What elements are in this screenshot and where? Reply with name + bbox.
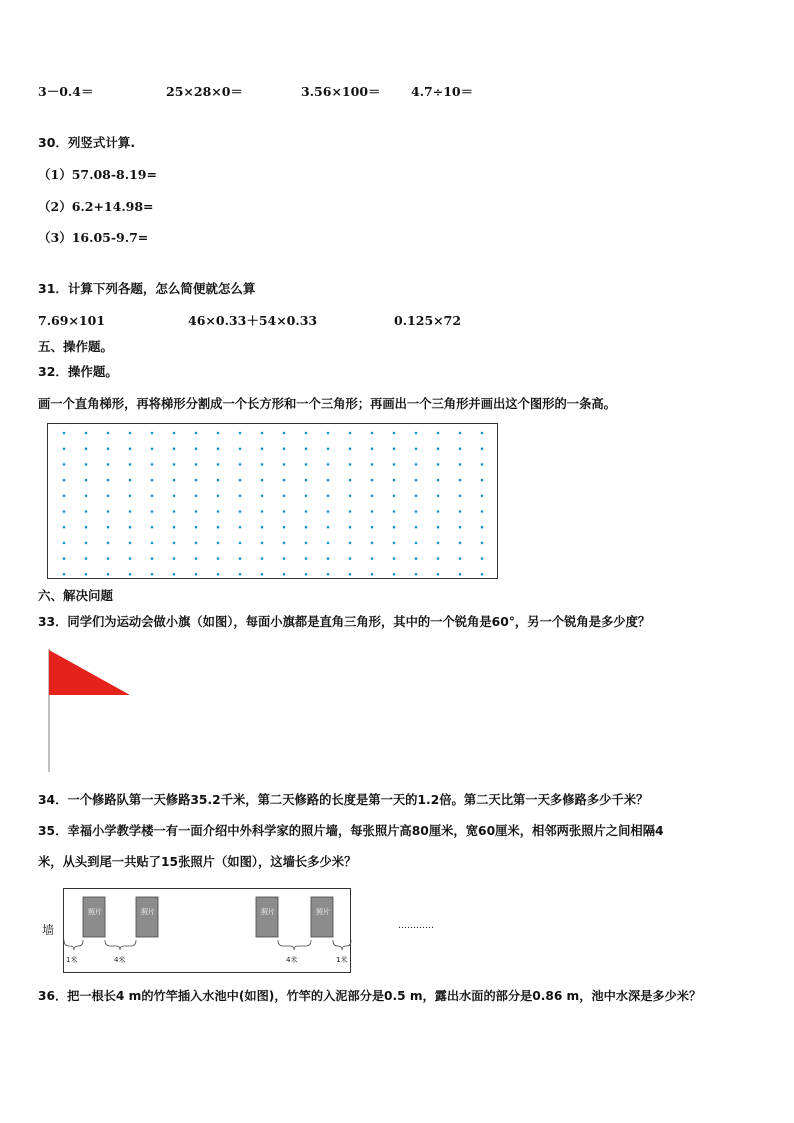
grid-dot <box>107 432 110 435</box>
grid-dot <box>151 526 154 529</box>
dot-grid-figure <box>47 423 499 580</box>
grid-dot <box>195 479 198 482</box>
grid-dot <box>349 495 352 498</box>
grid-dot <box>283 573 286 576</box>
grid-dot <box>261 447 264 450</box>
grid-dot <box>437 510 440 513</box>
section-6-heading: 六、解决问题 <box>38 588 114 603</box>
grid-dot <box>107 495 110 498</box>
q31-title: 31．计算下列各题，怎么简便就怎么算 <box>38 281 256 296</box>
grid-dot <box>63 479 66 482</box>
grid-dot <box>85 557 88 560</box>
grid-dot <box>327 432 330 435</box>
grid-dot <box>195 447 198 450</box>
gap-4m-right-label: 4米 <box>286 956 298 964</box>
grid-dot <box>107 526 110 529</box>
grid-dot <box>459 526 462 529</box>
grid-dot <box>107 510 110 513</box>
grid-dot <box>371 557 374 560</box>
grid-dot <box>305 557 308 560</box>
grid-dot <box>261 432 264 435</box>
grid-dot <box>437 557 440 560</box>
grid-dot <box>327 479 330 482</box>
grid-dot <box>129 463 132 466</box>
grid-dot <box>459 432 462 435</box>
grid-dot <box>437 447 440 450</box>
grid-dot <box>85 495 88 498</box>
q30-item-3: （3）16.05-9.7= <box>38 230 149 245</box>
grid-dot <box>393 447 396 450</box>
q31-item-2: 46×0.33＋54×0.33 <box>188 313 318 328</box>
grid-dot <box>239 510 242 513</box>
brace-4m-right <box>278 940 311 950</box>
grid-dot <box>327 542 330 545</box>
grid-dot <box>371 526 374 529</box>
grid-dot <box>195 463 198 466</box>
grid-dot <box>459 463 462 466</box>
grid-dot <box>327 495 330 498</box>
grid-dot <box>349 557 352 560</box>
grid-dot <box>239 479 242 482</box>
grid-dot <box>349 432 352 435</box>
calc-item-2: 25×28×0＝ <box>166 84 243 99</box>
dot-grid-border <box>48 424 498 579</box>
grid-dot <box>261 463 264 466</box>
grid-dot <box>129 495 132 498</box>
photo-2-label: 照片 <box>141 908 155 916</box>
grid-dot <box>151 463 154 466</box>
photo-3-label: 照片 <box>261 908 275 916</box>
grid-dot <box>415 526 418 529</box>
grid-dot <box>305 447 308 450</box>
gap-1m-right-label: 1米 <box>336 956 348 964</box>
grid-dot <box>239 557 242 560</box>
grid-dot <box>63 573 66 576</box>
grid-dot <box>349 573 352 576</box>
grid-dot <box>393 479 396 482</box>
grid-dot <box>63 495 66 498</box>
grid-dot <box>107 447 110 450</box>
grid-dot <box>129 542 132 545</box>
grid-dot <box>63 447 66 450</box>
grid-dot <box>217 432 220 435</box>
grid-dot <box>217 463 220 466</box>
q31-item-3: 0.125×72 <box>394 313 462 328</box>
brace-4m-left <box>105 940 136 950</box>
grid-dot <box>85 526 88 529</box>
grid-dot <box>327 510 330 513</box>
q33-text: 33．同学们为运动会做小旗（如图），每面小旗都是直角三角形，其中的一个锐角是60°，另一个锐角是多少度？ <box>38 615 651 629</box>
grid-dot <box>283 526 286 529</box>
gap-4m-left-label: 4米 <box>114 956 126 964</box>
grid-dot <box>437 479 440 482</box>
grid-dot <box>305 432 308 435</box>
grid-dot <box>481 573 484 576</box>
grid-dot <box>393 573 396 576</box>
grid-dot <box>217 557 220 560</box>
grid-dot <box>459 495 462 498</box>
grid-dot <box>371 447 374 450</box>
grid-dot <box>283 542 286 545</box>
calc-item-4: 4.7÷10＝ <box>411 84 474 99</box>
grid-dot <box>349 510 352 513</box>
grid-dot <box>173 479 176 482</box>
grid-dot <box>107 573 110 576</box>
grid-dot <box>85 542 88 545</box>
grid-dot <box>195 573 198 576</box>
q30-item-1: （1）57.08-8.19= <box>38 167 157 182</box>
grid-dot <box>305 495 308 498</box>
grid-dot <box>85 463 88 466</box>
grid-dot <box>481 495 484 498</box>
grid-dot <box>481 542 484 545</box>
grid-dot <box>393 432 396 435</box>
grid-dot <box>217 479 220 482</box>
grid-dot <box>195 495 198 498</box>
grid-dot <box>239 447 242 450</box>
grid-dot <box>459 479 462 482</box>
grid-dot <box>305 510 308 513</box>
photo-4 <box>311 897 333 937</box>
grid-dot <box>173 463 176 466</box>
grid-dot <box>371 510 374 513</box>
grid-dot <box>283 479 286 482</box>
grid-dot <box>393 510 396 513</box>
grid-dot <box>481 447 484 450</box>
grid-dot <box>63 510 66 513</box>
grid-dot <box>217 542 220 545</box>
q36-text: 36．把一根长4 m的竹竿插入水池中(如图)，竹竿的入泥部分是0.5 m，露出水面的部分是0.86 m，池中水深是多少米？ <box>38 989 702 1003</box>
grid-dot <box>349 479 352 482</box>
grid-dot <box>85 573 88 576</box>
dot-grid-dots <box>63 432 484 576</box>
grid-dot <box>481 526 484 529</box>
grid-dot <box>393 526 396 529</box>
grid-dot <box>371 432 374 435</box>
grid-dot <box>129 573 132 576</box>
section-5-heading: 五、操作题。 <box>38 339 114 354</box>
grid-dot <box>239 526 242 529</box>
photo-2 <box>136 897 158 937</box>
grid-dot <box>217 495 220 498</box>
grid-dot <box>151 510 154 513</box>
grid-dot <box>327 573 330 576</box>
grid-dot <box>327 447 330 450</box>
grid-dot <box>239 542 242 545</box>
grid-dot <box>415 542 418 545</box>
grid-dot <box>195 510 198 513</box>
grid-dot <box>481 510 484 513</box>
grid-dot <box>85 447 88 450</box>
grid-dot <box>107 463 110 466</box>
grid-dot <box>393 557 396 560</box>
flag-triangle <box>49 650 130 695</box>
photo-3 <box>256 897 278 937</box>
grid-dot <box>481 463 484 466</box>
grid-dot <box>107 479 110 482</box>
grid-dot <box>415 510 418 513</box>
photo-4-label: 照片 <box>316 908 330 916</box>
photo-1-label: 照片 <box>88 908 102 916</box>
q31-item-1: 7.69×101 <box>38 313 106 328</box>
grid-dot <box>85 510 88 513</box>
grid-dot <box>129 447 132 450</box>
grid-dot <box>437 542 440 545</box>
grid-dot <box>437 526 440 529</box>
grid-dot <box>217 510 220 513</box>
grid-dot <box>129 432 132 435</box>
grid-dot <box>437 573 440 576</box>
grid-dot <box>415 447 418 450</box>
grid-dot <box>371 495 374 498</box>
grid-dot <box>393 495 396 498</box>
grid-dot <box>63 542 66 545</box>
grid-dot <box>371 479 374 482</box>
grid-dot <box>129 526 132 529</box>
q34-text: 34．一个修路队第一天修路35.2千米，第二天修路的长度是第一天的1.2倍。第二天比第一天多修路多少千米？ <box>38 793 649 807</box>
grid-dot <box>283 447 286 450</box>
grid-dot <box>415 463 418 466</box>
grid-dot <box>305 479 308 482</box>
grid-dot <box>283 495 286 498</box>
grid-dot <box>217 447 220 450</box>
grid-dot <box>195 432 198 435</box>
grid-dot <box>305 526 308 529</box>
grid-dot <box>283 463 286 466</box>
grid-dot <box>239 463 242 466</box>
grid-dot <box>459 510 462 513</box>
photo-wall-figure <box>40 884 370 978</box>
grid-dot <box>349 447 352 450</box>
grid-dot <box>217 573 220 576</box>
grid-dot <box>261 510 264 513</box>
calc-item-3: 3.56×100＝ <box>301 84 381 99</box>
grid-dot <box>393 542 396 545</box>
grid-dot <box>217 526 220 529</box>
grid-dot <box>349 526 352 529</box>
grid-dot <box>151 447 154 450</box>
grid-dot <box>371 463 374 466</box>
grid-dot <box>239 495 242 498</box>
grid-dot <box>415 479 418 482</box>
grid-dot <box>393 463 396 466</box>
grid-dot <box>63 432 66 435</box>
grid-dot <box>261 557 264 560</box>
grid-dot <box>239 573 242 576</box>
grid-dot <box>283 432 286 435</box>
q30-title: 30．列竖式计算. <box>38 135 136 150</box>
grid-dot <box>173 495 176 498</box>
grid-dot <box>151 495 154 498</box>
grid-dot <box>173 432 176 435</box>
grid-dot <box>283 557 286 560</box>
grid-dot <box>151 573 154 576</box>
grid-dot <box>415 432 418 435</box>
grid-dot <box>261 573 264 576</box>
grid-dot <box>481 432 484 435</box>
q35-text-line-1: 35．幸福小学教学楼一有一面介绍中外科学家的照片墙，每张照片高80厘米，宽60厘米，相邻两张照片之间相隔4 <box>38 824 664 838</box>
grid-dot <box>151 557 154 560</box>
grid-dot <box>459 573 462 576</box>
grid-dot <box>371 542 374 545</box>
grid-dot <box>195 542 198 545</box>
grid-dot <box>151 542 154 545</box>
grid-dot <box>239 432 242 435</box>
grid-dot <box>85 479 88 482</box>
wall-label: 墙 <box>42 923 55 937</box>
flag-figure <box>40 645 140 775</box>
grid-dot <box>349 463 352 466</box>
grid-dot <box>437 495 440 498</box>
grid-dot <box>195 526 198 529</box>
grid-dot <box>261 542 264 545</box>
grid-dot <box>173 447 176 450</box>
brace-1m-right <box>333 940 351 950</box>
grid-dot <box>129 479 132 482</box>
grid-dot <box>481 479 484 482</box>
grid-dot <box>327 557 330 560</box>
grid-dot <box>371 573 374 576</box>
brace-1m-left <box>64 940 83 950</box>
grid-dot <box>173 542 176 545</box>
grid-dot <box>63 557 66 560</box>
grid-dot <box>261 479 264 482</box>
grid-dot <box>327 463 330 466</box>
grid-dot <box>415 495 418 498</box>
calc-item-1: 3－0.4＝ <box>38 84 94 99</box>
grid-dot <box>107 542 110 545</box>
photo-1 <box>83 897 105 937</box>
grid-dot <box>349 542 352 545</box>
grid-dot <box>459 447 462 450</box>
wall-frame <box>64 889 351 973</box>
grid-dot <box>173 557 176 560</box>
grid-dot <box>173 573 176 576</box>
grid-dot <box>261 526 264 529</box>
grid-dot <box>173 526 176 529</box>
grid-dot <box>437 432 440 435</box>
grid-dot <box>129 557 132 560</box>
grid-dot <box>437 463 440 466</box>
grid-dot <box>459 542 462 545</box>
grid-dot <box>63 526 66 529</box>
wall-ellipsis: ………… <box>398 921 434 931</box>
grid-dot <box>415 557 418 560</box>
grid-dot <box>173 510 176 513</box>
grid-dot <box>195 557 198 560</box>
q35-text-line-2: 米，从头到尾一共贴了15张照片（如图），这墙长多少米？ <box>38 855 357 869</box>
q32-text: 画一个直角梯形，再将梯形分割成一个长方形和一个三角形；再画出一个三角形并画出这个图形的一条高。 <box>38 397 616 411</box>
q32-title: 32．操作题。 <box>38 364 118 379</box>
grid-dot <box>129 510 132 513</box>
grid-dot <box>63 463 66 466</box>
grid-dot <box>305 573 308 576</box>
grid-dot <box>107 557 110 560</box>
grid-dot <box>283 510 286 513</box>
gap-1m-left-label: 1米 <box>66 956 78 964</box>
grid-dot <box>481 557 484 560</box>
grid-dot <box>151 479 154 482</box>
grid-dot <box>85 432 88 435</box>
grid-dot <box>305 463 308 466</box>
grid-dot <box>327 526 330 529</box>
grid-dot <box>415 573 418 576</box>
grid-dot <box>305 542 308 545</box>
grid-dot <box>151 432 154 435</box>
grid-dot <box>261 495 264 498</box>
q30-item-2: （2）6.2+14.98= <box>38 199 154 214</box>
grid-dot <box>459 557 462 560</box>
